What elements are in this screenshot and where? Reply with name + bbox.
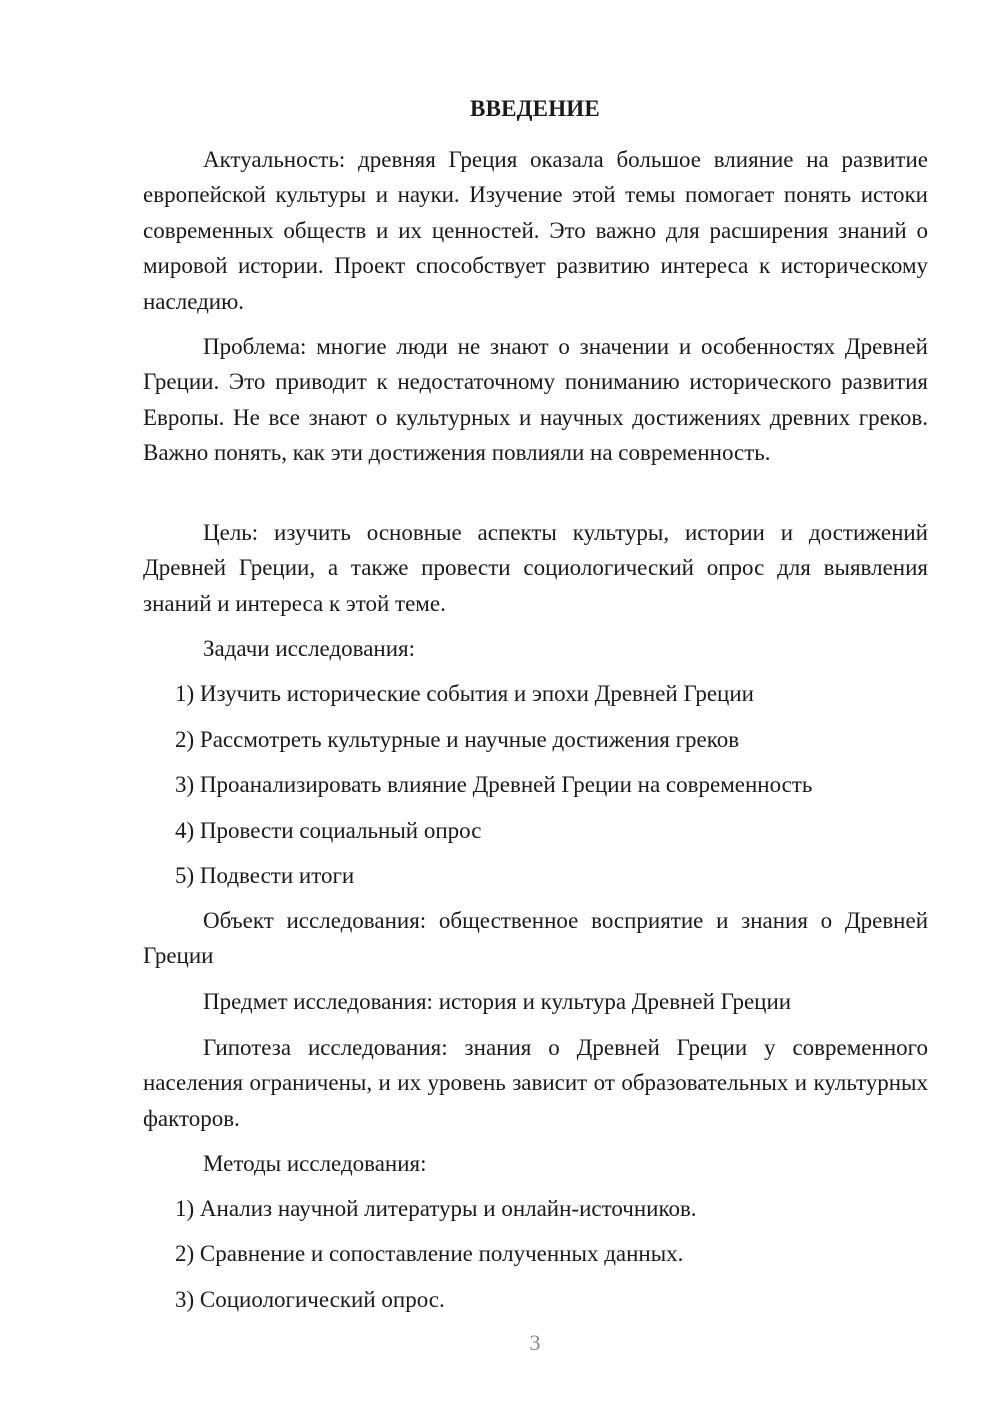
- method-item-1: 1) Анализ научной литературы и онлайн-источников.: [175, 1196, 697, 1221]
- object-paragraph: Объект исследования: общественное восприятие и знания о Древней Греции: [143, 908, 928, 969]
- hypothesis-paragraph: Гипотеза исследования: знания о Древней Греции у современного населения ограничены, и их уровень зависит от образовательных и культурных факторов.: [143, 1035, 928, 1131]
- page-title: ВВЕДЕНИЕ: [470, 96, 600, 121]
- methods-heading: Методы исследования:: [203, 1151, 427, 1176]
- method-item-2: 2) Сравнение и сопоставление полученных данных.: [175, 1241, 684, 1266]
- task-item-4: 4) Провести социальный опрос: [175, 818, 482, 843]
- task-item-1: 1) Изучить исторические события и эпохи Древней Греции: [175, 681, 754, 706]
- problem-paragraph: Проблема: многие люди не знают о значении и особенностях Древней Греции. Это приводит к недостаточному пониманию исторического развития Европы. Не все знают о культурных и научных достижениях древних греков. Важно понять, как эти достижения повлияли на современность.: [143, 334, 928, 466]
- tasks-heading: Задачи исследования:: [203, 636, 416, 661]
- goal-paragraph: Цель: изучить основные аспекты культуры, истории и достижений Древней Греции, а также провести социологический опрос для выявления знаний и интереса к этой теме.: [143, 520, 928, 616]
- relevance-paragraph: Актуальность: древняя Греция оказала большое влияние на развитие европейской культуры и науки. Изучение этой темы помогает понять истоки современных обществ и их ценностей. Это важно для расширения знаний о мировой истории. Проект способствует развитию интереса к историческому наследию.: [143, 147, 928, 314]
- task-item-2: 2) Рассмотреть культурные и научные достижения греков: [175, 727, 740, 752]
- task-item-5: 5) Подвести итоги: [175, 863, 355, 888]
- subject-line: Предмет исследования: история и культура Древней Греции: [203, 989, 792, 1014]
- task-item-3: 3) Проанализировать влияние Древней Греции на современность: [175, 772, 813, 797]
- page-number: 3: [529, 1330, 541, 1355]
- method-item-3: 3) Социологический опрос.: [175, 1287, 445, 1312]
